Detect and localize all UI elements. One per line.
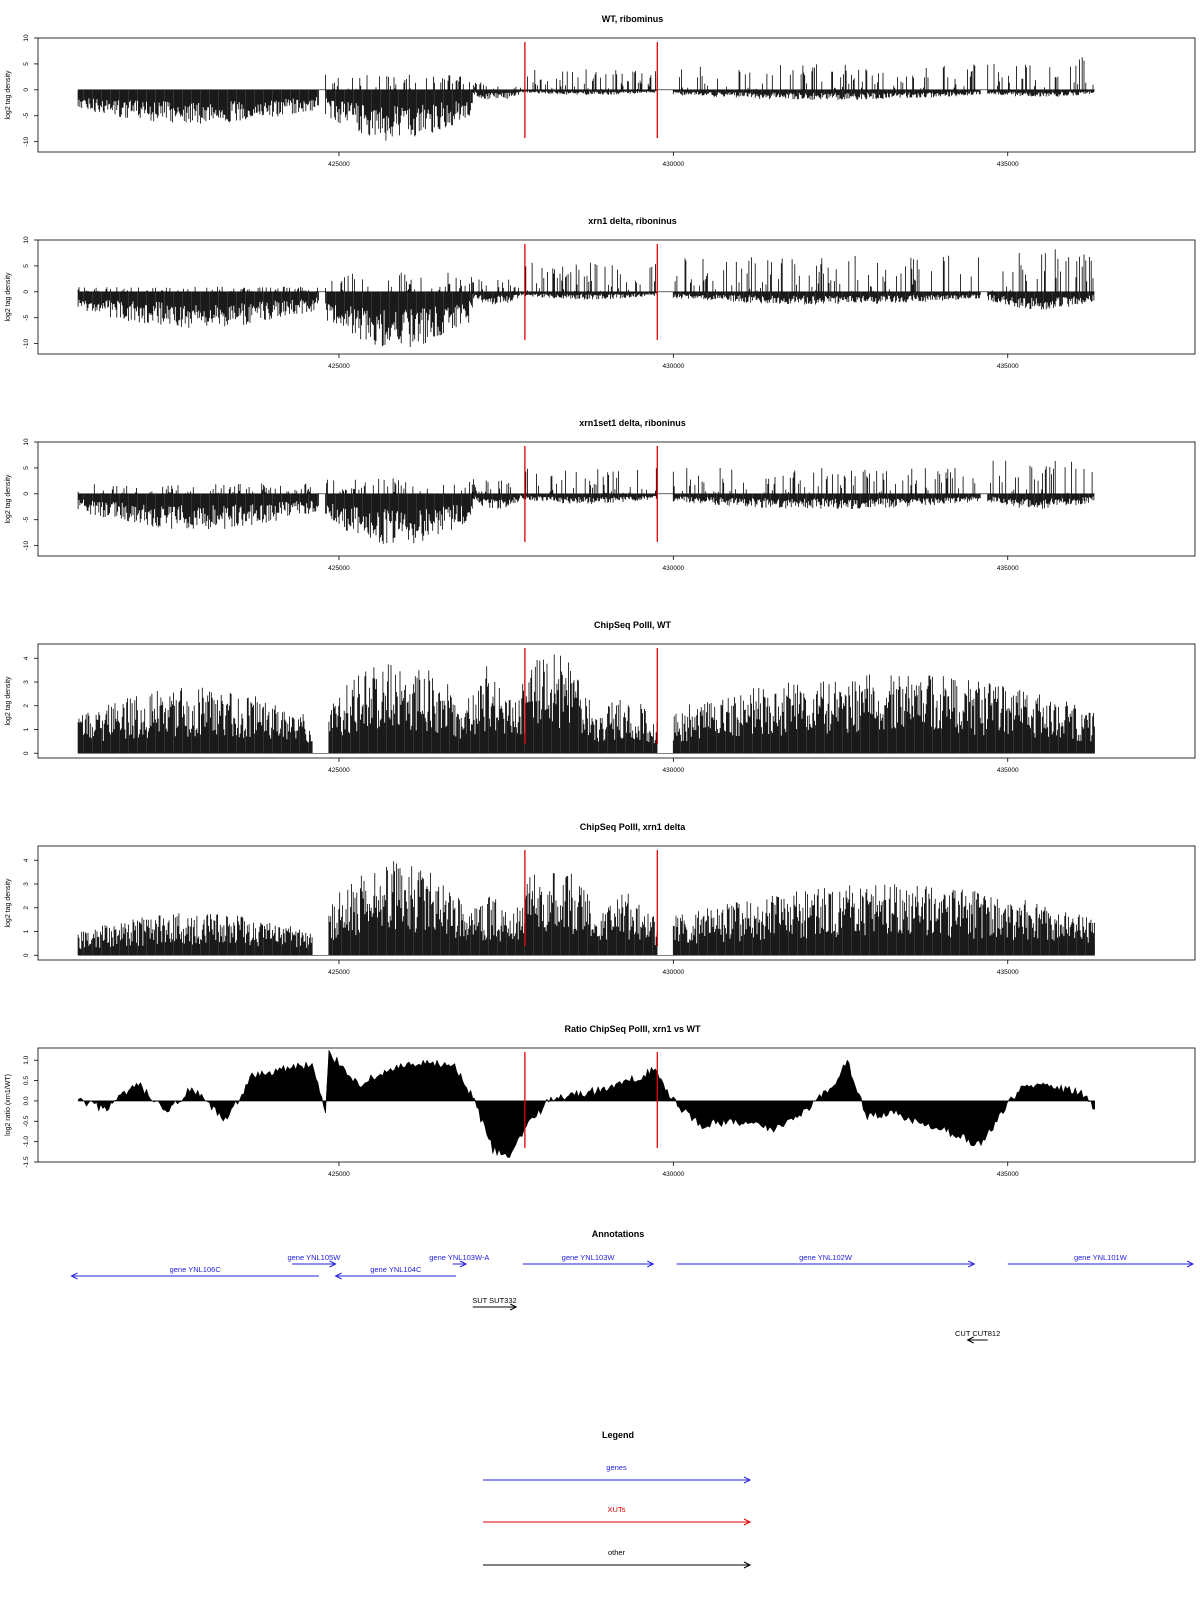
legend-entry-label: XUTs [607,1505,626,1514]
y-tick-label: 0.0 [23,1096,30,1106]
y-tick-label: 5 [23,466,30,470]
y-tick-label: -1.5 [23,1156,30,1168]
x-tick-label: 435000 [996,767,1019,774]
x-tick-label: 430000 [662,969,685,976]
x-tick-label: 425000 [328,969,350,976]
y-tick-label: -10 [23,136,30,147]
y-tick-label: -0.5 [23,1115,30,1127]
y-tick-label: 4 [23,858,30,863]
x-tick-label: 425000 [328,565,350,572]
panel-title: Ratio ChipSeq PolII, xrn1 vs WT [564,1024,701,1034]
y-tick-label: 1.0 [23,1055,30,1065]
y-axis-label: log2 tag density [5,272,12,322]
y-tick-label: 3 [23,882,30,886]
x-tick-label: 430000 [662,767,685,774]
x-tick-label: 430000 [662,161,685,168]
y-tick-label: 5 [23,62,30,66]
feature-label: gene YNL101W [1073,1253,1127,1262]
y-tick-label: 0 [23,88,30,92]
x-tick-label: 435000 [996,161,1019,168]
x-tick-label: 430000 [662,565,685,572]
y-tick-label: -10 [23,338,30,349]
feature-label: gene YNL103W [561,1253,615,1262]
x-tick-label: 435000 [996,1171,1019,1178]
y-axis-label: log2 tag density [5,676,12,726]
x-tick-label: 430000 [662,1171,685,1178]
feature-label: gene YNL106C [169,1265,221,1274]
y-tick-label: -5 [23,516,30,523]
y-tick-label: -5 [23,112,30,119]
x-tick-label: 430000 [662,363,685,370]
feature-label: gene YNL102W [799,1253,852,1262]
y-axis-label: log2 ratio (xrn1/WT) [5,1074,12,1136]
y-axis-label: log2 tag density [5,474,12,524]
y-tick-label: 0 [23,751,30,756]
y-tick-label: 0 [23,953,30,958]
panel-title: xrn1 delta, riboninus [588,216,677,226]
y-tick-label: 0 [23,492,30,496]
y-tick-label: 4 [23,656,30,661]
y-tick-label: 10 [23,236,30,244]
x-tick-label: 425000 [328,363,350,370]
feature-label: gene YNL104C [370,1265,422,1274]
feature-label: CUT CUT812 [954,1329,1001,1338]
panel-title: ChipSeq PolII, xrn1 delta [579,822,686,832]
y-tick-label: 0 [23,290,30,294]
panel-title: ChipSeq PolII, WT [594,620,671,630]
y-tick-label: 2 [23,905,30,910]
y-tick-label: -10 [23,540,30,551]
feature-label: gene YNL103W-A [429,1253,490,1262]
legend-entry-label: other [607,1548,626,1557]
legend-entry-label: genes [606,1463,627,1472]
y-axis-label: log2 tag density [5,878,12,928]
x-tick-label: 435000 [996,565,1019,572]
feature-label: gene YNL105W [287,1253,341,1262]
y-axis-label: log2 tag density [5,70,12,120]
legend-title: Legend [601,1430,635,1440]
x-tick-label: 435000 [996,363,1019,370]
x-tick-label: 425000 [328,767,350,774]
x-tick-label: 425000 [328,161,350,168]
y-tick-label: 2 [23,703,30,708]
x-tick-label: 435000 [996,969,1019,976]
y-tick-label: 1 [23,727,30,732]
y-tick-label: 1 [23,929,30,934]
y-tick-label: 5 [23,264,30,268]
panel-title: xrn1set1 delta, riboninus [579,418,686,428]
x-tick-label: 425000 [328,1171,350,1178]
y-tick-label: -5 [23,314,30,321]
y-tick-label: -1.0 [23,1136,30,1148]
feature-label: SUT SUT332 [472,1296,517,1305]
y-tick-label: 3 [23,680,30,684]
y-tick-label: 0.5 [23,1076,30,1086]
panel-title: WT, ribominus [601,14,664,24]
y-tick-label: 10 [23,438,30,446]
y-tick-label: 10 [23,34,30,42]
annotations-title: Annotations [591,1229,645,1239]
